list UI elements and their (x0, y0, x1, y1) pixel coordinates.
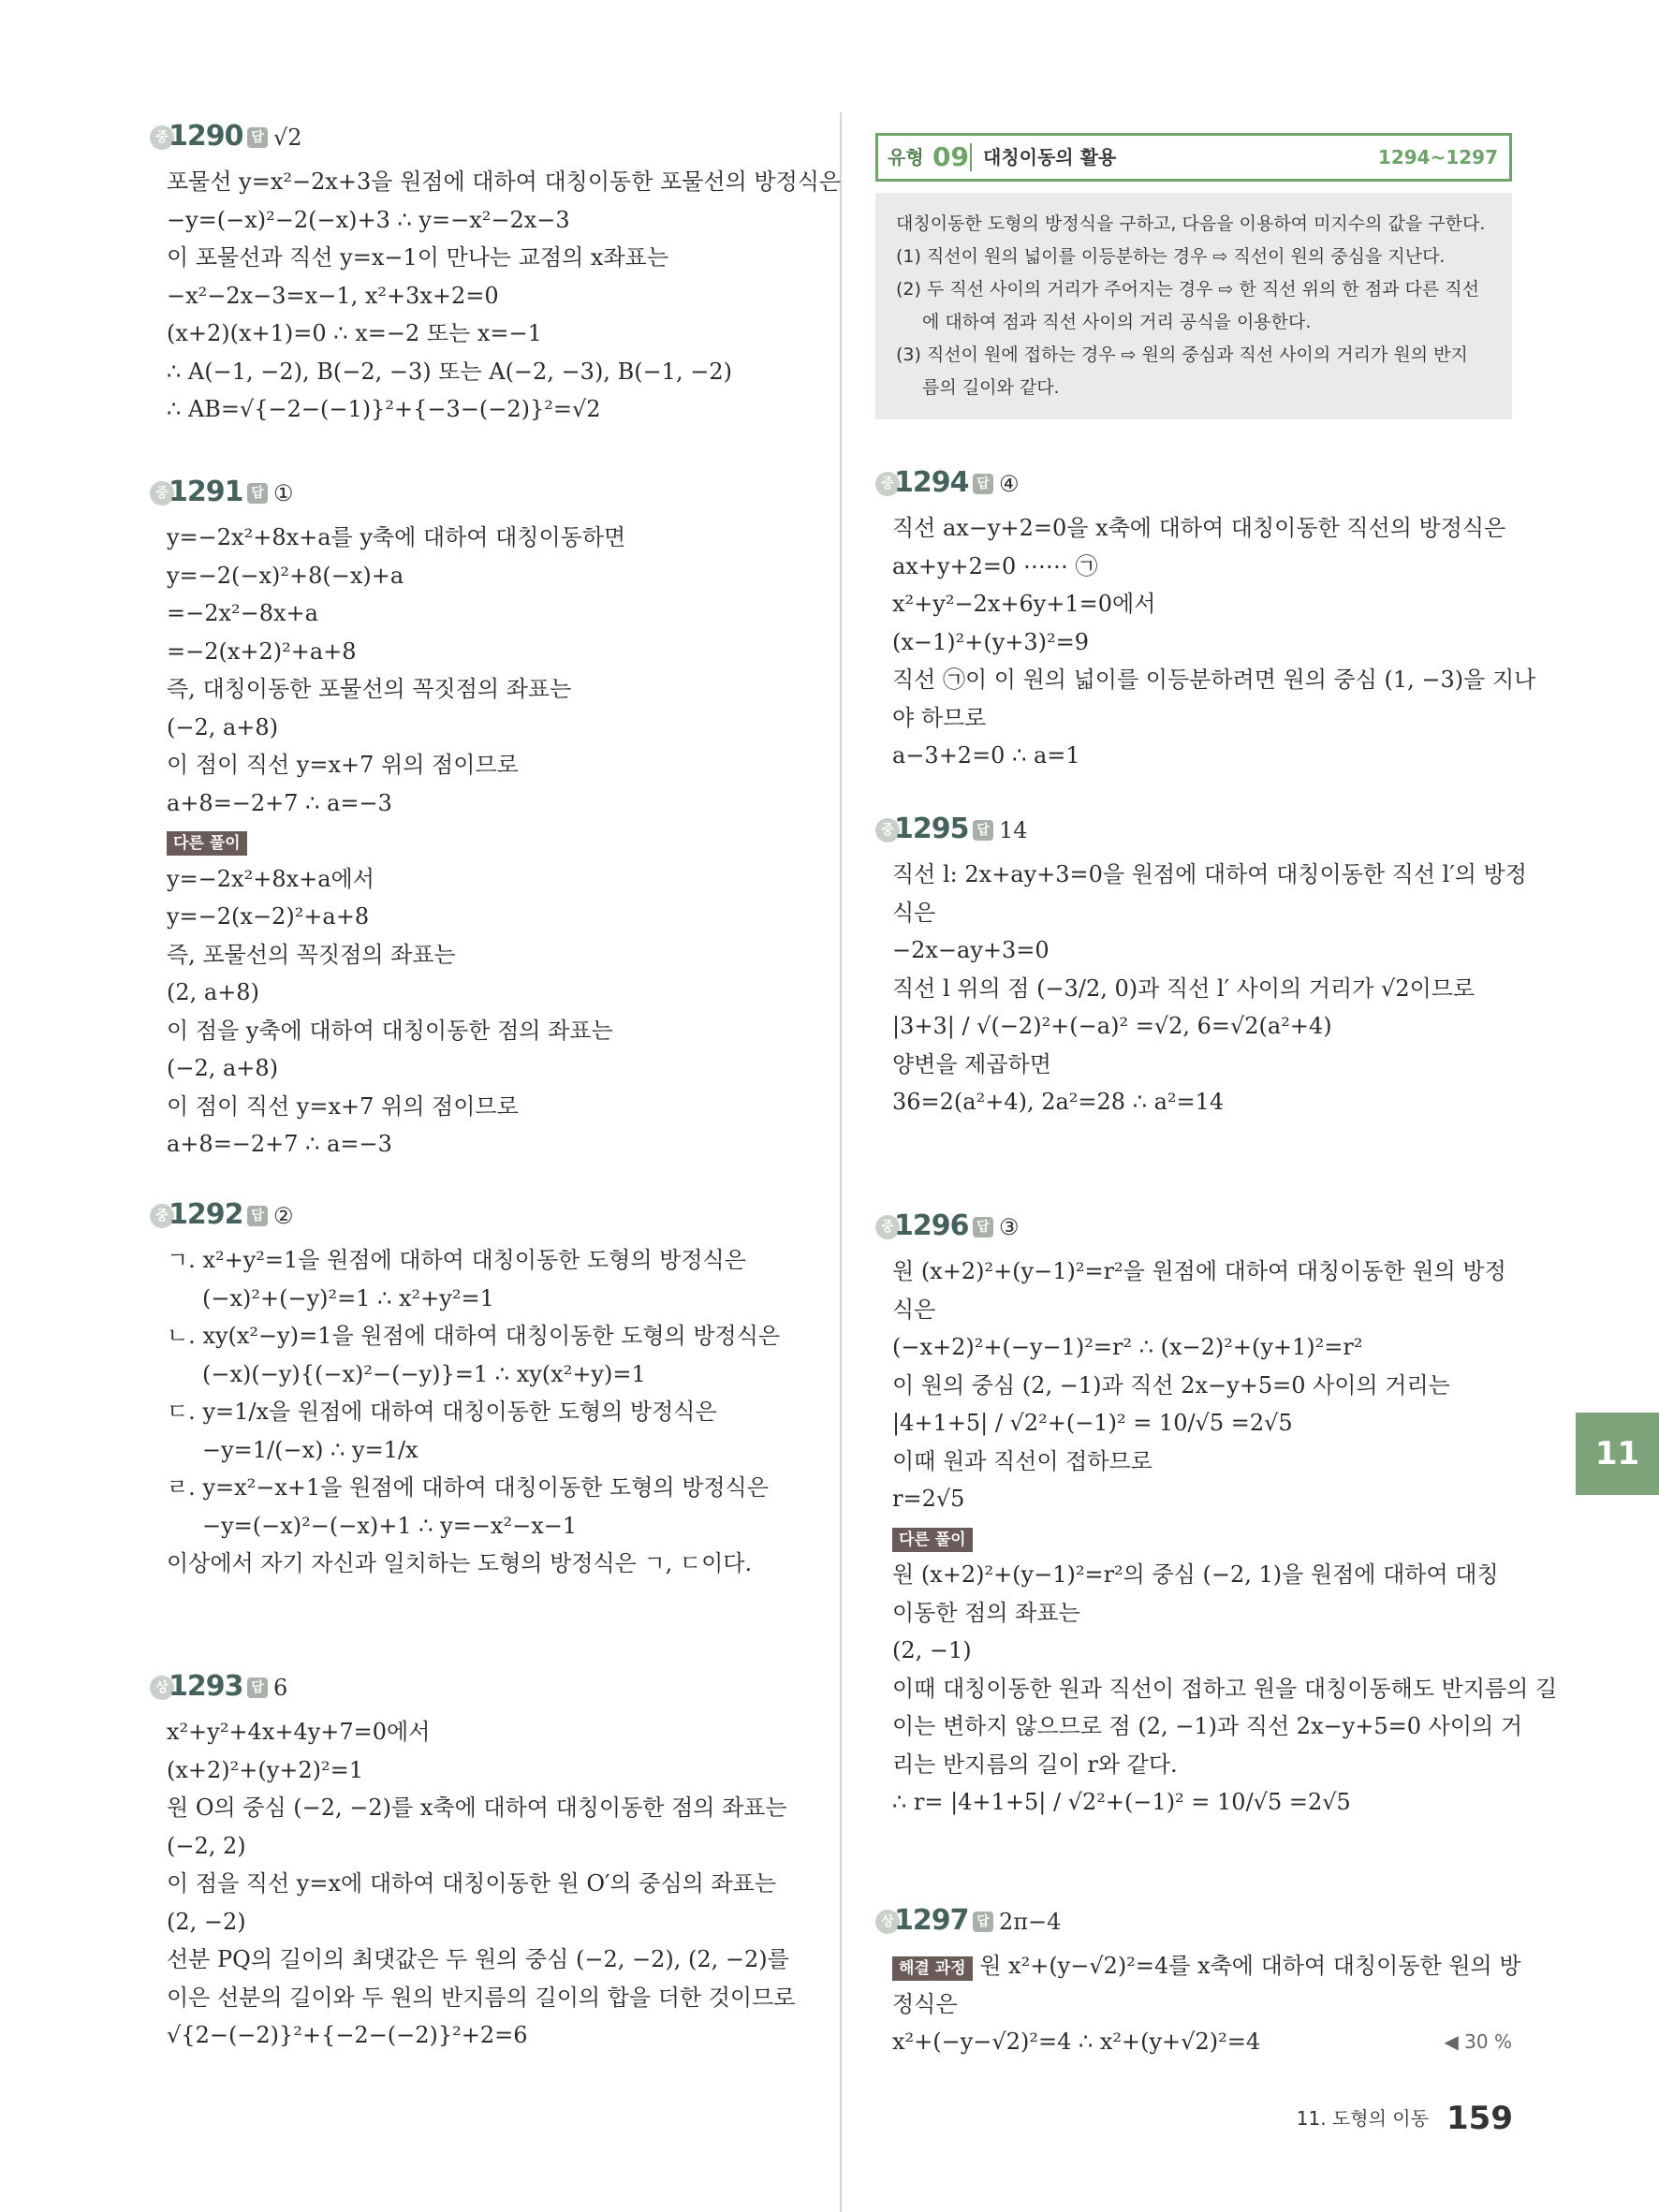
solution-line (892, 1046, 1512, 1084)
solution-text: 이 포물선과 직선 y=x−1이 만나는 교점의 x좌표는 (167, 244, 669, 271)
solution-lines (150, 1241, 805, 1583)
answer-value: √2 (273, 125, 302, 151)
problem-number: 1290 (169, 120, 243, 153)
solution-line (167, 633, 805, 671)
alt-solution-label: 해결 과정 (892, 1956, 973, 1981)
solution-line (167, 1865, 805, 1903)
solution-text: 이은 선분의 길이와 두 원의 반지름의 길이의 합을 더한 것이므로 (167, 1984, 796, 2011)
solution-line (892, 970, 1512, 1008)
type-number: 09 (932, 141, 969, 172)
solution-lines (875, 509, 1536, 775)
solution-text: r=2√5 (892, 1486, 965, 1512)
problem-1290 (150, 120, 842, 429)
difficulty-badge: 상 (150, 1676, 174, 1700)
solution-text: (−x)²+(−y)²=1 ∴ x²+y²=1 (202, 1284, 494, 1311)
answer-icon: 답 (247, 1206, 268, 1226)
solution-lines (150, 1713, 805, 2055)
footer-section: 11. 도형의 이동 (1296, 2107, 1429, 2130)
solution-text: 양변을 제곱하면 (892, 1050, 1051, 1077)
solution-line (167, 860, 805, 899)
solution-text: ∴ A(−1, −2), B(−2, −3) 또는 A(−2, −3), B(−1, −2) (167, 358, 732, 385)
solution-text: (−x)(−y){(−x)²−(−y)}=1 ∴ xy(x²+y)=1 (202, 1360, 646, 1387)
answer-value: ② (273, 1203, 294, 1229)
solution-line (892, 1556, 1512, 1594)
difficulty-badge: 중 (150, 125, 174, 150)
answer-icon: 답 (247, 483, 268, 504)
solution-text: ∴ AB=√{−2−(−1)}²+{−3−(−2)}²=√2 (167, 396, 601, 422)
solution-text: −2x−ay+3=0 (892, 937, 1050, 963)
type-label: 유형 (888, 146, 924, 168)
solution-text: −x²−2x−3=x−1, x²+3x+2=0 (167, 282, 499, 309)
solution-text: −y=1/(−x) ∴ y=1/x (202, 1436, 418, 1463)
type-description-line: (1) 직선이 원의 넓이를 이등분하는 경우 ⇨ 직선이 원의 중심을 지난다. (896, 246, 1446, 267)
solution-text: y=−2(−x)²+8(−x)+a (167, 562, 404, 589)
solution-line (167, 1903, 805, 1941)
answer-value: 14 (999, 817, 1028, 843)
solution-text: 이 점이 직선 y=x+7 위의 점이므로 (167, 1092, 519, 1120)
solution-lines (875, 856, 1527, 1121)
solution-text: a+8=−2+7 ∴ a=−3 (167, 1131, 392, 1157)
type-range: 1294~1297 (1377, 146, 1498, 168)
solution-text: =−2(x+2)²+a+8 (167, 637, 357, 665)
alt-solution-label: 다른 풀이 (167, 831, 247, 856)
difficulty-badge: 상 (875, 1910, 900, 1934)
solution-line (167, 1545, 805, 1583)
solution-line (892, 1404, 1512, 1443)
solution-line (167, 784, 805, 823)
type-description-line: (3) 직선이 원에 접하는 경우 ⇨ 원의 중심과 직선 사이의 거리가 원의 반지 (896, 344, 1468, 365)
type-header (875, 133, 1512, 182)
alt-solution-label: 다른 풀이 (892, 1528, 973, 1552)
problem-header (150, 1198, 805, 1241)
solution-line (892, 1328, 1512, 1367)
solution-text: 이때 대칭이동한 원과 직선이 접하고 원을 대칭이동해도 반지름의 길 (892, 1675, 1558, 1702)
problem-number: 1292 (169, 1198, 243, 1231)
problem-number: 1297 (894, 1904, 969, 1937)
solution-text: 원 (x+2)²+(y−1)²=r²을 원점에 대하여 대칭이동한 원의 방정 (892, 1258, 1506, 1284)
type-description-line: 름의 길이와 같다. (922, 377, 1060, 398)
solution-line (892, 509, 1512, 548)
solution-text: a+8=−2+7 ∴ a=−3 (167, 789, 392, 816)
solution-line (892, 1783, 1512, 1822)
solution-line (892, 1670, 1558, 1708)
page-footer (1297, 2095, 1513, 2142)
solution-text: =−2x²−8x+a (167, 600, 318, 626)
solution-text: (2, −2) (167, 1908, 246, 1935)
solution-text: 이상에서 자기 자신과 일치하는 도형의 방정식은 ㄱ, ㄷ이다. (167, 1550, 753, 1576)
solution-text: y=−2x²+8x+a에서 (167, 865, 374, 892)
solution-line (167, 1713, 805, 1751)
solution-text: 식은 (892, 899, 936, 926)
solution-text: 정식은 (892, 1990, 958, 2017)
answer-value: ① (273, 480, 294, 506)
solution-line (892, 931, 1512, 970)
solution-text: 36=2(a²+4), 2a²=28 ∴ a²=14 (892, 1089, 1225, 1115)
solution-line (167, 1827, 805, 1866)
solution-line (892, 585, 1512, 623)
solution-line (167, 709, 805, 747)
problem-number: 1296 (894, 1209, 969, 1242)
answer-icon: 답 (973, 474, 993, 494)
problem-number: 1293 (169, 1670, 243, 1703)
difficulty-badge: 중 (150, 1204, 174, 1228)
solution-text: ㄷ. y=1/x을 원점에 대하여 대칭이동한 도형의 방정식은 (167, 1399, 717, 1425)
solution-text: −y=(−x)²−2(−x)+3 ∴ y=−x²−2x−3 (167, 206, 570, 233)
solution-line (167, 1280, 805, 1318)
solution-line (167, 201, 805, 240)
solution-text: |3+3| / √(−2)²+(−a)² =√2, 6=√2(a²+4) (892, 1013, 1332, 1039)
score-percent: ◀ 30 % (1444, 2030, 1512, 2053)
solution-line (167, 390, 805, 429)
solution-line (892, 1632, 1512, 1670)
solution-line (892, 661, 1536, 699)
solution-text: 이 점을 y축에 대하여 대칭이동한 점의 좌표는 (167, 1017, 613, 1044)
solution-text: 야 하므로 (892, 704, 987, 731)
solution-text: (x+2)(x+1)=0 ∴ x=−2 또는 x=−1 (167, 320, 542, 346)
solution-text: 이동한 점의 좌표는 (892, 1599, 1080, 1626)
solution-line (892, 623, 1512, 662)
solution-text: 직선 ax−y+2=0을 x축에 대하여 대칭이동한 직선의 방정식은 (892, 515, 1506, 541)
solution-line (892, 1518, 1512, 1557)
solution-lines (150, 163, 842, 429)
solution-text: x²+(−y−√2)²=4 ∴ x²+(y+√2)²=4 (892, 2029, 1261, 2055)
solution-line (167, 1393, 805, 1431)
difficulty-badge: 중 (875, 472, 900, 496)
problem-1291 (150, 476, 805, 1164)
solution-line (892, 1746, 1512, 1784)
solution-text: 이때 원과 직선이 접하므로 (892, 1447, 1152, 1474)
solution-text: 즉, 포물선의 꼭짓점의 좌표는 (167, 941, 456, 968)
solution-text: x²+y²−2x+6y+1=0에서 (892, 591, 1156, 617)
solution-text: (−2, a+8) (167, 713, 279, 740)
solution-line (167, 1317, 805, 1355)
column-divider (840, 112, 842, 2212)
solution-text: 직선 l: 2x+ay+3=0을 원점에 대하여 대칭이동한 직선 l′의 방정 (892, 861, 1527, 887)
solution-line (167, 936, 805, 974)
solution-text: |4+1+5| / √2²+(−1)² = 10/√5 =2√5 (892, 1410, 1293, 1436)
solution-text: 이 점이 직선 y=x+7 위의 점이므로 (167, 752, 519, 778)
chapter-tab[interactable]: 11 (1576, 1413, 1659, 1495)
problem-number: 1294 (894, 466, 969, 499)
solution-text: ㄴ. xy(x²−y)=1을 원점에 대하여 대칭이동한 도형의 방정식은 (167, 1323, 781, 1349)
type-description-line: 에 대하여 점과 직선 사이의 거리 공식을 이용한다. (922, 312, 1312, 332)
solution-line (167, 1012, 805, 1050)
solution-text: −y=(−x)²−(−x)+1 ∴ y=−x²−x−1 (202, 1512, 578, 1539)
solution-line (167, 239, 805, 277)
solution-line (167, 163, 842, 201)
solution-line (167, 1125, 805, 1164)
problem-1296 (875, 1209, 1558, 1822)
problem-header (150, 1670, 805, 1713)
solution-text: a−3+2=0 ∴ a=1 (892, 742, 1080, 769)
page-number: 159 (1446, 2100, 1513, 2137)
solution-text: y=−2x²+8x+a를 y축에 대하여 대칭이동하면 (167, 524, 626, 550)
problem-1294 (875, 466, 1536, 775)
solution-line (167, 519, 805, 557)
solution-text: 직선 l 위의 점 (−3/2, 0)과 직선 l′ 사이의 거리가 √2이므로 (892, 974, 1475, 1002)
answer-value: 2π−4 (999, 1909, 1062, 1935)
problem-header (875, 1209, 1512, 1252)
solution-line (892, 1443, 1512, 1481)
solution-text: ax+y+2=0 ⋯⋯ ㉠ (892, 552, 1098, 579)
solution-text: 리는 반지름의 길이 r와 같다. (892, 1751, 1178, 1778)
solution-text: 식은 (892, 1296, 936, 1323)
solution-lines (875, 1947, 1521, 2061)
solution-text: (−2, 2) (167, 1832, 246, 1859)
solution-line (167, 1751, 805, 1790)
solution-text: (x−1)²+(y+3)²=9 (892, 628, 1090, 655)
solution-line (892, 1252, 1512, 1291)
solution-text: 직선 ㉠이 이 원의 넓이를 이등분하려면 원의 중심 (1, −3)을 지나 (892, 667, 1536, 693)
solution-text: (2, a+8) (167, 979, 259, 1005)
solution-line (167, 557, 805, 595)
solution-line (892, 1594, 1512, 1633)
solution-line (892, 1947, 1521, 1985)
solution-text: 즉, 대칭이동한 포물선의 꼭짓점의 좌표는 (167, 676, 572, 702)
difficulty-badge: 중 (875, 1215, 900, 1239)
solution-line (167, 594, 805, 633)
solution-line (167, 670, 805, 709)
solution-text: 원 x²+(y−√2)²=4를 x축에 대하여 대칭이동한 원의 방 (972, 1953, 1521, 1979)
solution-line (167, 1507, 805, 1545)
answer-icon: 답 (973, 820, 993, 841)
answer-value: ④ (999, 471, 1020, 497)
solution-line (892, 1367, 1512, 1405)
problem-header (875, 813, 1512, 856)
solution-text: √{2−(−2)}²+{−2−(−2)}²+2=6 (167, 2022, 528, 2048)
answer-icon: 답 (973, 1217, 993, 1238)
solution-lines (150, 519, 805, 1164)
type-title: 대칭이동의 활용 (983, 146, 1117, 168)
problem-header (150, 120, 805, 163)
answer-icon: 답 (247, 127, 268, 148)
solution-text: ㄱ. x²+y²=1을 원점에 대하여 대칭이동한 도형의 방정식은 (167, 1247, 746, 1273)
solution-text: (2, −1) (892, 1637, 972, 1663)
type-box (875, 133, 1512, 419)
answer-icon: 답 (247, 1677, 268, 1698)
solution-lines (875, 1252, 1558, 1822)
solution-text: (−2, a+8) (167, 1055, 279, 1081)
problem-1292 (150, 1198, 805, 1583)
solution-text: (−x+2)²+(−y−1)²=r² ∴ (x−2)²+(y+1)²=r² (892, 1334, 1363, 1360)
solution-line (167, 315, 805, 353)
problem-1295 (875, 813, 1527, 1121)
solution-line (167, 898, 805, 936)
solution-text: 선분 PQ의 길이의 최댓값은 두 원의 중심 (−2, −2), (2, −2)를 (167, 1946, 789, 1972)
solution-line (167, 974, 805, 1012)
problem-header (875, 466, 1512, 509)
solution-line (167, 1789, 805, 1827)
solution-text: y=−2(x−2)²+a+8 (167, 903, 370, 930)
solution-line (167, 2016, 805, 2055)
solution-line (892, 856, 1527, 894)
solution-line (892, 894, 1512, 932)
solution-text: 이는 변하지 않으므로 점 (2, −1)과 직선 2x−y+5=0 사이의 거 (892, 1713, 1523, 1739)
difficulty-badge: 중 (150, 481, 174, 505)
solution-line (892, 2023, 1512, 2061)
solution-line (167, 1469, 805, 1507)
problem-number: 1295 (894, 813, 969, 845)
solution-text: x²+y²+4x+4y+7=0에서 (167, 1719, 431, 1745)
solution-line (892, 1480, 1512, 1518)
answer-value: ③ (999, 1214, 1020, 1240)
solution-text: 원 (x+2)²+(y−1)²=r²의 중심 (−2, 1)을 원점에 대하여 대칭 (892, 1561, 1499, 1588)
solution-line (167, 1355, 805, 1394)
solution-line (892, 1707, 1523, 1746)
solution-line (892, 1007, 1512, 1046)
answer-value: 6 (273, 1675, 288, 1701)
solution-line (167, 1241, 805, 1280)
problem-1297 (875, 1904, 1521, 2061)
type-description-line: (2) 두 직선 사이의 거리가 주어지는 경우 ⇨ 한 직선 위의 한 점과 다른 직선 (896, 279, 1479, 300)
problem-header (150, 476, 805, 519)
problem-header (875, 1904, 1512, 1947)
solution-text: 이 원의 중심 (2, −1)과 직선 2x−y+5=0 사이의 거리는 (892, 1371, 1450, 1399)
solution-line (892, 699, 1512, 738)
solution-text: 이 점을 직선 y=x에 대하여 대칭이동한 원 O′의 중심의 좌표는 (167, 1870, 777, 1897)
solution-text: (x+2)²+(y+2)²=1 (167, 1756, 364, 1783)
solution-line (892, 548, 1512, 586)
solution-line (167, 1979, 805, 2017)
solution-text: ∴ r= |4+1+5| / √2²+(−1)² = 10/√5 =2√5 (892, 1789, 1351, 1815)
solution-line (892, 1083, 1512, 1121)
problem-1293 (150, 1670, 805, 2055)
solution-line (167, 1049, 805, 1088)
answer-icon: 답 (973, 1912, 993, 1932)
solution-line (167, 353, 805, 391)
solution-line (167, 277, 805, 315)
solution-line (167, 1088, 805, 1126)
type-description-line: 대칭이동한 도형의 방정식을 구하고, 다음을 이용하여 미지수의 값을 구한다. (896, 213, 1486, 234)
solution-line (167, 1941, 805, 1979)
solution-line (892, 737, 1512, 775)
solution-text: ㄹ. y=x²−x+1을 원점에 대하여 대칭이동한 도형의 방정식은 (167, 1474, 769, 1501)
solution-line (167, 1431, 805, 1470)
difficulty-badge: 중 (875, 818, 900, 842)
solution-text: 원 O의 중심 (−2, −2)를 x축에 대하여 대칭이동한 점의 좌표는 (167, 1795, 787, 1821)
solution-text: 포물선 y=x²−2x+3을 원점에 대하여 대칭이동한 포물선의 방정식은 (167, 168, 842, 195)
solution-line (892, 1291, 1512, 1329)
solution-line (892, 1985, 1512, 2024)
type-separator (970, 143, 972, 171)
solution-line (167, 822, 805, 860)
solution-line (167, 746, 805, 784)
problem-number: 1291 (169, 476, 243, 508)
type-description (875, 193, 1512, 419)
